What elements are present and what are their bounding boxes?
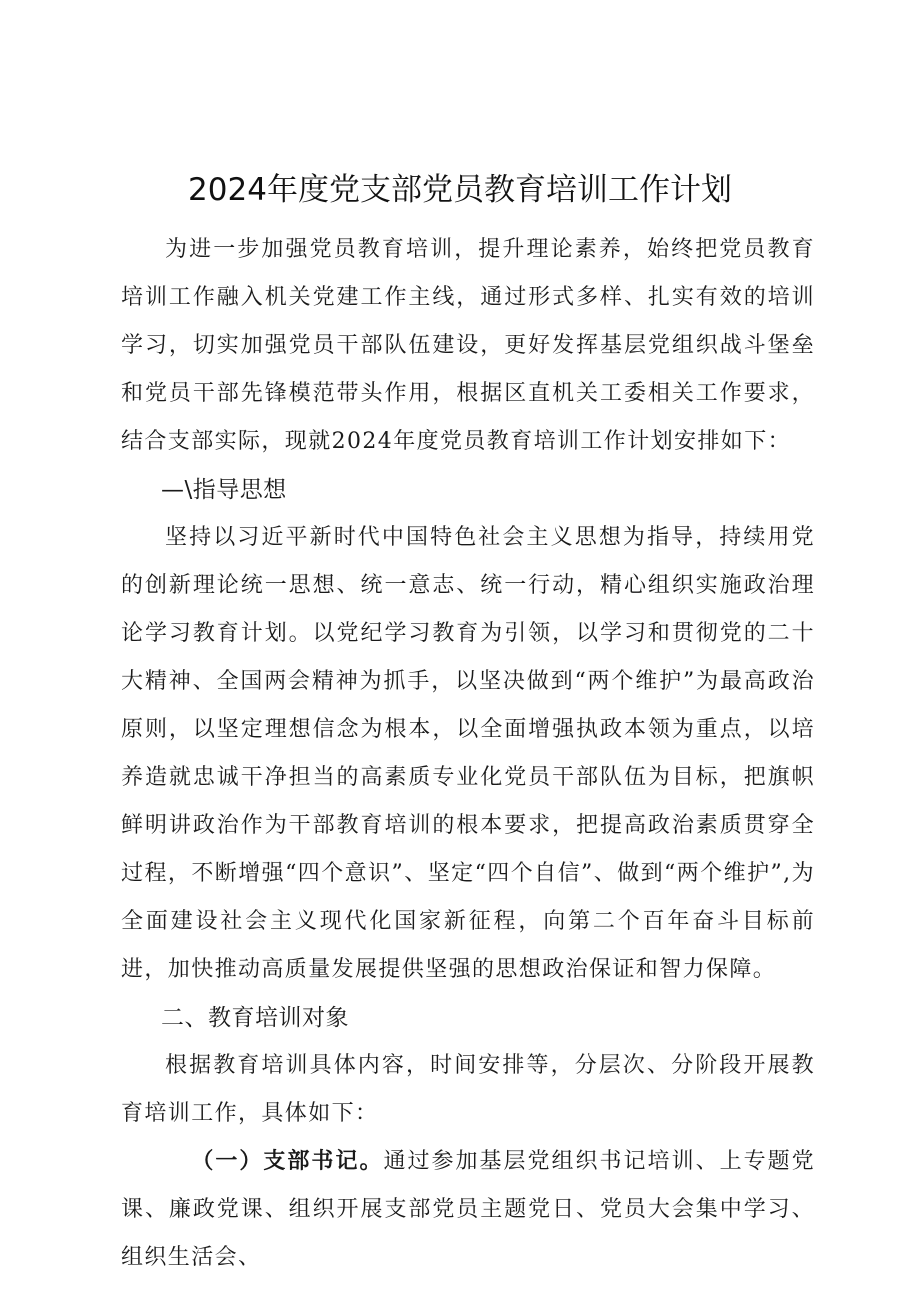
training-targets-paragraph: 根据教育培训具体内容，时间安排等，分层次、分阶段开展教育培训工作，具体如下： — [121, 1053, 815, 1126]
document-body — [121, 226, 815, 1282]
branch-secretary-lead: （一）支部书记。 — [191, 1149, 384, 1174]
section-heading-training-targets: 二、教育培训对象 — [161, 1005, 349, 1031]
guiding-ideology-paragraph: 坚持以习近平新时代中国特色社会主义思想为指导，持续用党的创新理论统一思想、统一意志、统一行动，精心组织实施政治理论学习教育计划。以党纪学习教育为引领，以学习和贯彻党的二十大精神、全国两会精神为抓手，以坚决做到“两个维护”为最高政治原则，以坚定理想信念为根本，以全面增强执政本领为重点，以培养造就忠诚干净担当的高素质专业化党员干部队伍为目标，把旗帜鲜明讲政治作为干部教育培训的根本要求，把提高政治素质贯穿全过程，不断增强“四个意识”、坚定“四个自信”、做到“两个维护”,为全面建设社会主义现代化国家新征程，向第二个百年奋斗目标前进，加快推动高质量发展提供坚强的思想政治保证和智力保障。 — [121, 525, 815, 982]
document-title: 2024年度党支部党员教育培训工作计划 — [188, 172, 732, 208]
branch-secretary-paragraph — [121, 1138, 815, 1282]
branch-secretary-body: 通过参加基层党组织书记培训、上专题党课、廉政党课、组织开展支部党员主题党日、党员大会集中学习、组织生活会、 — [121, 1149, 816, 1270]
section-heading-guiding-ideology: —\指导思想 — [161, 477, 287, 503]
intro-paragraph: 为进一步加强党员教育培训，提升理论素养，始终把党员教育培训工作融入机关党建工作主线，通过形式多样、扎实有效的培训学习，切实加强党员干部队伍建设，更好发挥基层党组织战斗堡垒和党员干部先锋模范带头作用，根据区直机关工委相关工作要求，结合支部实际，现就2024年度党员教育培训工作计划安排如下： — [121, 237, 815, 454]
